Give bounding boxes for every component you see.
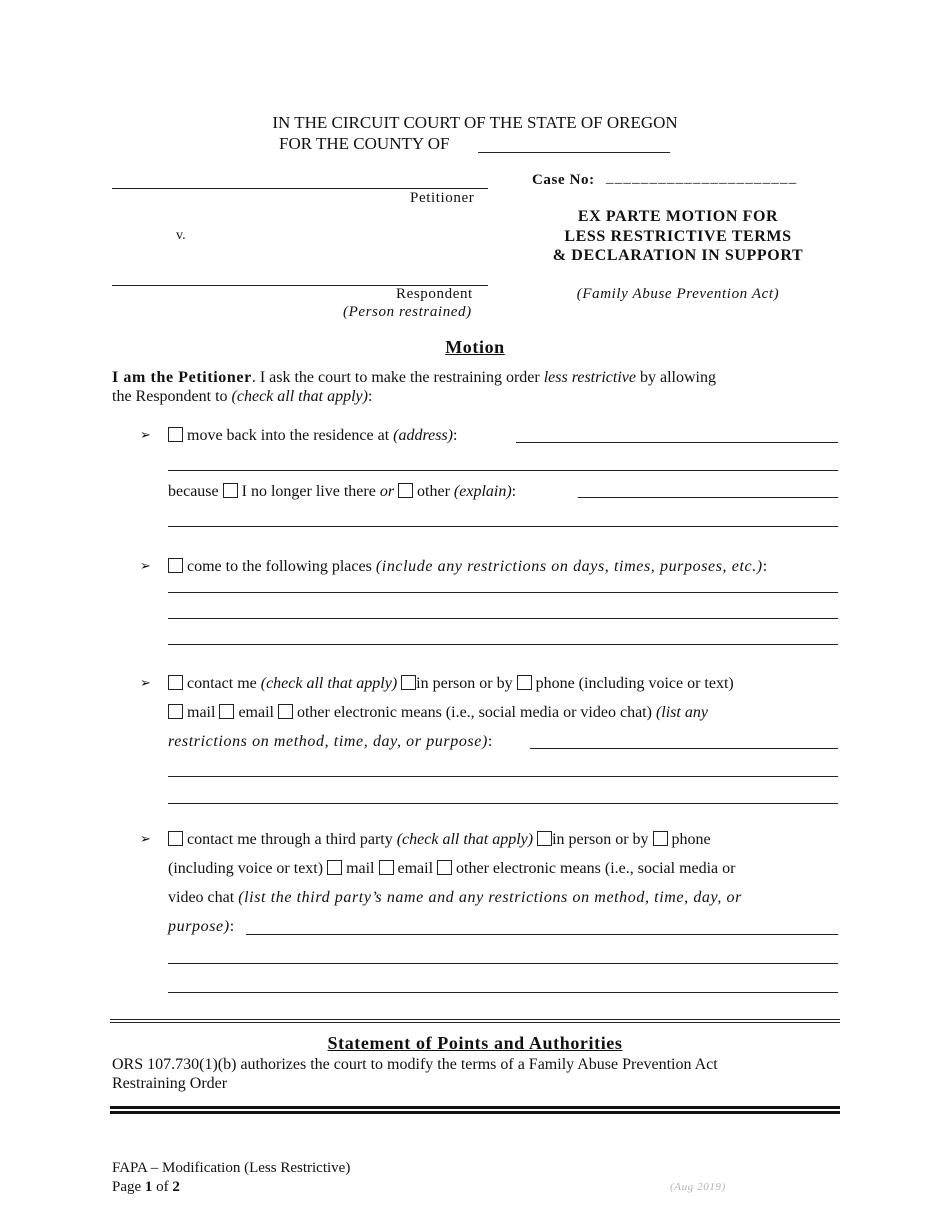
third-party-line-3[interactable] [168, 992, 838, 993]
form-title-line1: EX PARTE MOTION FOR [577, 208, 779, 225]
motion-intro-line1 [112, 368, 716, 388]
item4-line4 [168, 917, 234, 937]
places-line-2[interactable] [168, 618, 838, 619]
statement-heading: Statement of Points and Authorities [327, 1033, 623, 1053]
statement-line1: ORS 107.730(1)(b) authorizes the court to modify the terms of a Family Abuse Prevention Act [112, 1056, 718, 1073]
third-party-line[interactable] [246, 934, 838, 935]
case-no-field[interactable]: ______________________ [606, 170, 798, 186]
item3-line2 [168, 703, 708, 723]
item4-phone-label: phone [671, 831, 711, 848]
motion-heading: Motion [445, 337, 505, 357]
divider-bottom [110, 1106, 840, 1109]
item3-other-label: other electronic means (i.e., social media or video chat) [296, 704, 652, 721]
contact-restrictions-line[interactable] [530, 748, 838, 749]
item3-line3 [168, 732, 493, 752]
item4-phone-checkbox[interactable] [653, 831, 668, 846]
petitioner-blank[interactable] [112, 188, 488, 189]
item1-line2 [168, 482, 516, 502]
versus-label: v. [176, 228, 186, 243]
item4-checkbox[interactable] [168, 831, 183, 846]
item1-checkbox[interactable] [168, 427, 183, 442]
item4-ital: (check all that apply) [396, 831, 534, 848]
page-num: 1 [144, 1179, 153, 1195]
item4-ital-2: (list the third party’s name and any restrictions on method, time, day, or [238, 889, 742, 906]
divider-top-2 [110, 1022, 840, 1023]
county-label: FOR THE COUNTY OF [279, 134, 450, 153]
item1-line1 [168, 426, 457, 446]
motion-intro-line2 [112, 387, 372, 407]
item3-mail-label: mail [187, 704, 216, 721]
arrow-bullet-icon: ➢ [140, 676, 151, 691]
item4-line2 [168, 859, 735, 879]
or-label: or [379, 483, 395, 500]
item4-line1 [168, 830, 711, 850]
item3-colon: : [487, 733, 493, 750]
item1-colon: : [452, 427, 458, 444]
item4-colon: : [229, 918, 235, 935]
item1-text: move back into the residence at [187, 427, 394, 444]
item3-ital-2: (list any [655, 704, 708, 721]
intro-text-2: by allowing [636, 369, 716, 386]
intro-text-3: the Respondent to [112, 388, 232, 405]
item3-in-person-label: in person or by [416, 675, 513, 692]
arrow-bullet-icon: ➢ [140, 428, 151, 443]
explain-colon: : [511, 483, 517, 500]
item2-line1 [168, 557, 767, 577]
petitioner-label: Petitioner [410, 190, 475, 206]
item4-in-person-label: in person or by [552, 831, 649, 848]
explain-label: (explain) [453, 483, 512, 500]
form-title-line2: LESS RESTRICTIVE TERMS [564, 228, 792, 245]
item3-other-checkbox[interactable] [278, 704, 293, 719]
arrow-bullet-icon: ➢ [140, 832, 151, 847]
county-blank[interactable] [478, 152, 670, 153]
item4-in-person-checkbox[interactable] [537, 831, 552, 846]
item3-text: contact me [187, 675, 261, 692]
item4-line2a: (including voice or text) [168, 860, 324, 877]
item3-ital-3: restrictions on method, time, day, or purpose) [168, 733, 488, 750]
item3-email-checkbox[interactable] [219, 704, 234, 719]
other-reason-checkbox[interactable] [398, 483, 413, 498]
address-line[interactable] [516, 442, 838, 443]
revision-date: (Aug 2019) [670, 1181, 726, 1193]
item3-line1 [168, 674, 734, 694]
arrow-bullet-icon: ➢ [140, 559, 151, 574]
item4-text: contact me through a third party [187, 831, 397, 848]
item4-ital-3: purpose) [168, 918, 230, 935]
item4-mail-checkbox[interactable] [327, 860, 342, 875]
of-word: of [156, 1179, 169, 1195]
other-reason-label: other [417, 483, 450, 500]
divider-bottom-2 [110, 1111, 840, 1114]
contact-restrictions-line-3[interactable] [168, 803, 838, 804]
item3-email-label: email [238, 704, 274, 721]
item3-ital: (check all that apply) [260, 675, 398, 692]
item4-email-checkbox[interactable] [379, 860, 394, 875]
intro-ital: less restrictive [543, 369, 636, 386]
item4-other-label: other electronic means (i.e., social media or [456, 860, 736, 877]
respondent-label: Respondent [396, 286, 473, 302]
item3-mail-checkbox[interactable] [168, 704, 183, 719]
court-title: IN THE CIRCUIT COURT OF THE STATE OF OREGON [272, 113, 678, 132]
item2-colon: : [762, 558, 768, 575]
footer-form-name: FAPA – Modification (Less Restrictive) [112, 1160, 351, 1176]
item2-text: come to the following places [187, 558, 376, 575]
item4-line3a: video chat [168, 889, 239, 906]
places-line-3[interactable] [168, 644, 838, 645]
item3-checkbox[interactable] [168, 675, 183, 690]
form-title-line3: & DECLARATION IN SUPPORT [552, 247, 804, 264]
item3-phone-checkbox[interactable] [517, 675, 532, 690]
intro-ital-2: (check all that apply) [231, 388, 368, 405]
no-longer-live-label: I no longer live there [241, 483, 376, 500]
item2-checkbox[interactable] [168, 558, 183, 573]
act-label: (Family Abuse Prevention Act) [576, 286, 780, 302]
item4-mail-label: mail [346, 860, 375, 877]
item4-email-label: email [397, 860, 434, 877]
places-line-1[interactable] [168, 592, 838, 593]
item3-phone-label: phone (including voice or text) [535, 675, 734, 692]
explain-line[interactable] [578, 497, 838, 498]
item2-ital: (include any restrictions on days, times, purposes, etc.) [375, 558, 763, 575]
item3-in-person-checkbox[interactable] [401, 675, 416, 690]
explain-line-2[interactable] [168, 526, 838, 527]
third-party-line-2[interactable] [168, 963, 838, 964]
statement-line2: Restraining Order [112, 1075, 228, 1092]
intro-text-1: . I ask the court to make the restraining order [251, 369, 544, 386]
item4-other-checkbox[interactable] [437, 860, 452, 875]
contact-restrictions-line-2[interactable] [168, 776, 838, 777]
page-word: Page [112, 1179, 142, 1195]
because-label: because [168, 483, 219, 500]
case-no-label: Case No: [532, 172, 595, 188]
footer-page-number [112, 1179, 180, 1196]
intro-bold: I am the Petitioner [112, 369, 252, 386]
address-line-2[interactable] [168, 470, 838, 471]
no-longer-live-checkbox[interactable] [223, 483, 238, 498]
intro-text-4: : [367, 388, 373, 405]
item1-ital: (address) [393, 427, 453, 444]
respondent-sub-label: (Person restrained) [343, 304, 472, 320]
divider-top [110, 1019, 840, 1020]
item4-line3 [168, 888, 742, 908]
page-total: 2 [172, 1179, 180, 1195]
